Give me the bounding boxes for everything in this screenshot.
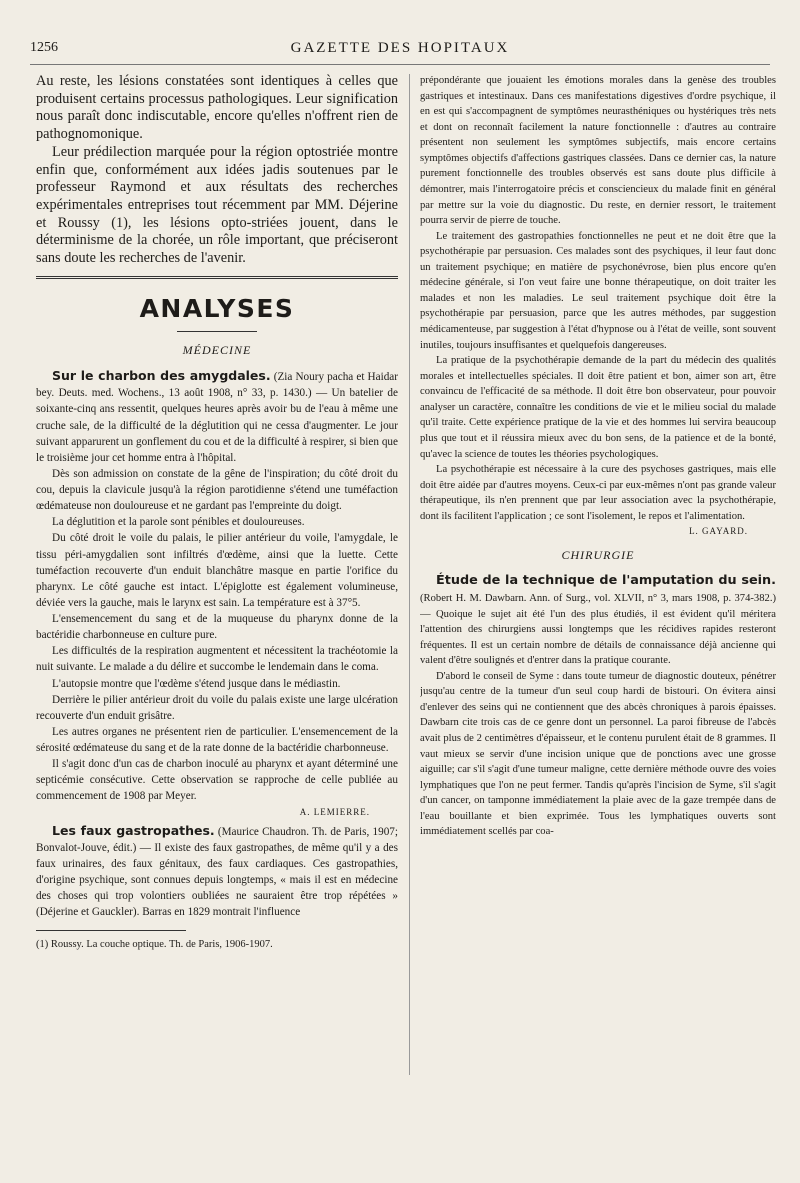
paragraph: Il s'agit donc d'un cas de charbon inoculé au pharynx et ayant déterminé une septicémie consécutive. Cette observation se rapproche de celle publiée au commencement de 1908 par Meyer. [36,758,398,803]
paragraph: Les difficultés de la respiration augmentent et nécessitent la trachéotomie la nuit suivante. Le malade a du délire et succombe le lendemain dans le coma. [36,645,398,674]
article-text: (Zia Noury pacha et Haidar bey. Deuts. med. Wochens., 13 août 1908, n° 33, p. 1430.) — Un batelier de soixante-cinq ans ressentit, quelques heures après avoir bu de l'eau à même une cruche sale, de la difficulté de la déglutition qui ne cessa d'augmenter. Le jour suivant apparurent un gonflement du cou et de la difficulté à respirer, si bien que le troisième jour cet homme entra à l'hôpital. [36,371,398,464]
author-signature: A. LEMIERRE. [299,806,370,817]
right-column [420,73,776,1173]
footnote: (1) Roussy. La couche optique. Th. de Paris, 1906-1907. [36,939,273,951]
article-amputation-sein [420,572,776,669]
running-title: GAZETTE DES HOPITAUX [290,40,510,56]
paragraph: La psychothérapie est nécessaire à la cure des psychoses gastriques, mais elle doit être aidée par d'autres moyens. Ceux-ci par eux-mêmes n'ont pas grande valeur thérapeutique, ils n'en prennent que par leur association avec la psychothérapie, dont ils facilitent l'application ; ce sont l'isolement, le repos et l'alimentation. [420,464,776,522]
page-header [30,40,770,65]
paragraph: La déglutition et la parole sont pénibles et douloureuses. [52,516,305,529]
article-title: Étude de la technique de l'amputation du sein. [436,573,776,589]
article-text: (Maurice Chaudron. Th. de Paris, 1907; Bonvalot-Jouve, édit.) — Il existe des faux gastropathes, de même qu'il y a des faux urinaires, des faux génitaux, des faux cardiaques. Ces gastropathies, d'origine psychique, sont connues depuis longtemps, « mais il est en médecine des choses qui trop volontiers oubliées ne sauraient être trop répétées » (Déjerine et Gauckler). Barras en 1829 montrait l'influence [36,825,398,919]
article-text: (Robert H. M. Dawbarn. Ann. of Surg., vol. XLVII, n° 3, mars 1908, p. 374-382.) — Quoique le sujet ait été l'un des plus étudiés, il est évident qu'il méritera l'attention des chirurgiens aussi longtemps que les récidives rapides resteront fréquentes. Il est un certain nombre de détails de connaissance déjà ancienne qui valent d'être soulignés et d'entrer dans la pratique courante. [420,592,776,667]
paragraph: prépondérante que jouaient les émotions morales dans la genèse des troubles gastriques et intestinaux. Dans ces manifestations digestives d'ordre psychique, il en est qui s'accompagnent de symptômes neurasthéniques ou hystériques très nets et dont on reconnaît facilement la nature fonctionnelle : d'autres au contraire présentent non seulement les symptômes subjectifs, mais encore certains symptômes objectifs d'affections gastriques classées. Dans ce dernier cas, la nature purement fonctionnelle des troubles observés est sans doute plus difficile à démontrer, mais l'interrogatoire précis et consciencieux du malade finit en général par mettre sur la voie du diagnostic. Du reste, en dernier ressort, le traitement pourra servir de pierre de touche. [420,75,776,227]
article-title: Les faux gastropathes. [52,822,215,838]
paragraph: D'abord le conseil de Syme : dans toute tumeur de diagnostic douteux, pénétrer jusqu'au centre de la tumeur d'un seul coup hardi de bistouri. On évitera ainsi d'enlever des seins qui ne contiennent que des abcès chroniques à parois épaisses. Dawbarn cite trois cas de ce genre dont un personnel. La paroi fibreuse de l'abcès avait plus de 2 centimètres d'épaisseur, et le contenu purulent était de 8 grammes. Il vaut mieux se servir d'une incision unique que de ponctions avec une grosse aiguille; car s'il s'agit d'une tumeur maligne, cette dernière méthode ouvre des voies lymphatiques que l'on ne peut fermer. Tandis qu'après l'incision de Syme, s'il s'agit d'un cancer, on tamponne immédiatement la plaie avec de la gaze trempée dans de l'eau bouillante et bien exprimée. Tous les lymphatiques ouverts sont immédiatement scellés par coa- [420,670,776,838]
section-title: ANALYSES [139,293,295,323]
left-column [36,73,398,1173]
paragraph: Derrière le pilier antérieur droit du voile du palais existe une large ulcération recouverte d'un enduit grisâtre. [36,693,398,722]
paragraph: Du côté droit le voile du palais, le pilier antérieur du voile, l'amygdale, le tissu péri-amygdalien sont infiltrés d'œdème, ainsi que la luette. Cette tuméfaction recouverte d'un enduit blanchâtre masque en partie l'orifice du pharynx. Le côté gauche est intact. L'épiglotte est également volumineuse, déviée vers la gauche, mais le larynx est sain. La température est à 37°5. [36,532,398,609]
article-faux-gastropathes [36,822,398,921]
paragraph: Leur prédilection marquée pour la région optostriée montre enfin que, conformément aux idées jadis soutenues par le professeur Raymond et aux résultats des recherches expérimentales entreprises tout récemment par MM. Déjerine et Roussy (1), les lésions opto-striées jouent, dans le déterminisme de la chorée, un rôle important, que préciseront sans doute les recherches de l'avenir. [36,143,398,267]
paragraph: Le traitement des gastropathies fonctionnelles ne peut et ne doit être que la psychothérapie par persuasion. Ces malades sont des psychiques, il leur faut donc un traitement psychique; en matière de psychonévrose, bien plus encore qu'en médecine générale, si l'on veut faire une bonne thérapeutique, on doit traiter les malades et non les maladies. Le seul traitement psychique doit être la psychothérapie par persuasion, parce que les autres méthodes, par suggestion médicamenteuse, par suggestion à l'état d'hypnose ou à l'état de veille, sont souvent inutiles, toujours insuffisantes et quelquefois dangereuses. [420,230,776,351]
paragraph: L'ensemencement du sang et de la muqueuse du pharynx donne de la bactéridie charbonneuse en culture pure. [36,613,398,642]
column-divider [409,74,410,1075]
section-divider [36,276,398,279]
article-title: Sur le charbon des amygdales. [52,368,271,384]
subsection-heading-chirurgie: CHIRURGIE [561,547,635,562]
subsection-heading-medecine: MÉDECINE [182,342,252,357]
paragraph: La pratique de la psychothérapie demande de la part du médecin des qualités morales et intellectuelles spéciales. Il doit être patient et bon, aimer son art, être convaincu de l'efficacité de sa méthode. Il doit être bon observateur, pour pouvoir analyser un caractère, connaître les conditions de vie et le milieu social du malade qu'il traite. Cette expérience pratique de la vie et des hommes lui servira beaucoup plus que tout et il réussira mieux avec du bon sens, de la patience et de la bonté, qu'avec la science de toutes les théories psychologiques. [420,355,776,460]
page-number: 1256 [30,40,58,55]
paragraph: Les autres organes ne présentent rien de particulier. L'ensemencement de la sérosité œdémateuse du sang et de la rate donne de la bactéridie charbonneuse. [36,725,398,755]
footnote-rule [36,930,186,931]
title-rule [177,331,257,332]
intro-text [36,73,398,268]
paragraph: L'autopsie montre que l'œdème s'étend jusque dans le médiastin. [52,677,341,690]
author-signature: L. GAYARD. [689,526,748,537]
article-charbon [36,367,398,466]
paragraph: Dès son admission on constate de la gêne de l'inspiration; du côté droit du cou, depuis la clavicule jusqu'à la région parotidienne s'étend une tuméfaction œdémateuse non douloureuse et ne gardant pas l'empreinte du doigt. [36,467,398,513]
paragraph: Au reste, les lésions constatées sont identiques à celles que produisent certains processus pathologiques. Leur signification nous paraît donc indiscutable, encore qu'elles n'offrent rien de pathognomonique. [36,73,398,143]
